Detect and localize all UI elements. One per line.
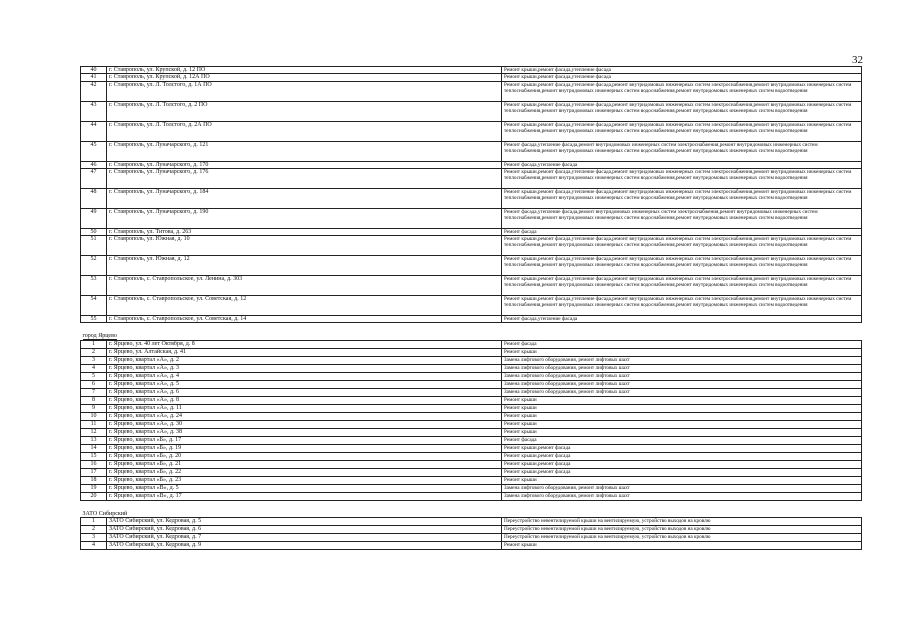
row-address: г. Ставрополь, ул. Крупской, д. 12А ПО xyxy=(107,74,502,81)
row-works: Ремонт крыши,ремонт фасада,утепление фасада,ремонт внутридомовых инженерных систем электроснабжения,ремонт внутридомовых инженерных систем теплоснабжения,ремонт внутридомовых инженерных систем водоснабжения,ремонт внутридомовых инженерных систем водоотведения xyxy=(502,81,862,101)
row-address: г. Ярцево, квартал «Б», д. 23 xyxy=(107,476,502,484)
table-row xyxy=(81,526,862,534)
row-address: г. Ярцево, квартал «В», д. 17 xyxy=(107,492,502,500)
row-address: г. Ярцево, ул. Алтайская, д. 41 xyxy=(107,348,502,356)
row-works: Ремонт крыши xyxy=(502,404,862,412)
row-address: ЗАТО Сибирский, ул. Кедровая, д. 9 xyxy=(107,542,502,550)
row-address: г. Ярцево, квартал «А», д. 30 xyxy=(107,420,502,428)
row-works: Переустройство невентилируемой крыши на вентилируемую, устройство выходов на кровлю xyxy=(502,518,862,526)
row-address: г. Ярцево, квартал «А», д. 6 xyxy=(107,388,502,396)
row-works: Ремонт фасада,утепление фасада,ремонт внутридомовых инженерных систем электроснабжения,ремонт внутридомовых инженерных систем теплоснабжения,ремонт внутридомовых инженерных систем водоснабжения,ремонт внутридомовых инженерных систем водоотведения xyxy=(502,208,862,228)
table-row xyxy=(81,81,862,101)
table-row xyxy=(81,121,862,141)
row-works: Ремонт фасада xyxy=(502,340,862,348)
row-number: 47 xyxy=(81,168,107,188)
row-address: г. Ярцево, квартал «Б», д. 21 xyxy=(107,460,502,468)
section-c-rows xyxy=(81,518,862,550)
row-works: Ремонт крыши xyxy=(502,542,862,550)
row-works: Ремонт крыши xyxy=(502,348,862,356)
row-works: Ремонт крыши,ремонт фасада,утепление фасада,ремонт внутридомовых инженерных систем электроснабжения,ремонт внутридомовых инженерных систем теплоснабжения,ремонт внутридомовых инженерных систем водоснабжения,ремонт внутридомовых инженерных систем водоотведения xyxy=(502,168,862,188)
row-address: г. Ставрополь, ул. Южная, д. 10 xyxy=(107,236,502,256)
row-address: г. Ставрополь, ул. Южная, д. 12 xyxy=(107,256,502,276)
row-works: Ремонт крыши xyxy=(502,476,862,484)
table-row xyxy=(81,256,862,276)
row-works: Переустройство невентилируемой крыши на вентилируемую, устройство выходов на кровлю xyxy=(502,534,862,542)
row-works: Ремонт крыши,ремонт фасада xyxy=(502,444,862,452)
table-row xyxy=(81,208,862,228)
table-row xyxy=(81,228,862,235)
row-number: 42 xyxy=(81,81,107,101)
table-row xyxy=(81,168,862,188)
row-works: Ремонт крыши,ремонт фасада,утепление фасада,ремонт внутридомовых инженерных систем электроснабжения,ремонт внутридомовых инженерных систем теплоснабжения,ремонт внутридомовых инженерных систем водоснабжения,ремонт внутридомовых инженерных систем водоотведения xyxy=(502,276,862,296)
row-number: 17 xyxy=(81,468,107,476)
table-row xyxy=(81,452,862,460)
table-row xyxy=(81,101,862,121)
row-works: Ремонт фасада,утепление фасада xyxy=(502,161,862,168)
table-row xyxy=(81,534,862,542)
row-address: г. Ставрополь, ул. Луначарского, д. 170 xyxy=(107,161,502,168)
row-number: 8 xyxy=(81,396,107,404)
row-works: Ремонт крыши,ремонт фасада xyxy=(502,468,862,476)
table-row xyxy=(81,276,862,296)
page-number: 32 xyxy=(852,54,863,66)
table-row xyxy=(81,380,862,388)
row-address: г. Ярцево, квартал «Б», д. 22 xyxy=(107,468,502,476)
row-number: 4 xyxy=(81,364,107,372)
row-address: г. Ставрополь, с. Ставропольское, ул. Советская, д. 12 xyxy=(107,296,502,316)
row-works: Ремонт крыши,ремонт фасада,утепление фасада xyxy=(502,74,862,81)
row-number: 2 xyxy=(81,526,107,534)
row-address: г. Ярцево, квартал «А», д. 8 xyxy=(107,396,502,404)
row-number: 52 xyxy=(81,256,107,276)
row-number: 40 xyxy=(81,67,107,74)
row-number: 13 xyxy=(81,436,107,444)
table-row xyxy=(81,141,862,161)
row-works: Замена лифтового оборудования, ремонт лифтовых шахт xyxy=(502,356,862,364)
row-number: 20 xyxy=(81,492,107,500)
row-number: 1 xyxy=(81,518,107,526)
row-address: г. Ярцево, ул. 40 лет Октября, д. 8 xyxy=(107,340,502,348)
row-number: 48 xyxy=(81,188,107,208)
row-number: 10 xyxy=(81,412,107,420)
table-row xyxy=(81,364,862,372)
row-works: Ремонт крыши,ремонт фасада,утепление фасада,ремонт внутридомовых инженерных систем электроснабжения,ремонт внутридомовых инженерных систем теплоснабжения,ремонт внутридомовых инженерных систем водоснабжения,ремонт внутридомовых инженерных систем водоотведения xyxy=(502,121,862,141)
row-number: 54 xyxy=(81,296,107,316)
row-address: г. Ярцево, квартал «А», д. 4 xyxy=(107,372,502,380)
row-address: г. Ярцево, квартал «А», д. 3 xyxy=(107,364,502,372)
row-works: Ремонт крыши,ремонт фасада,утепление фасада xyxy=(502,67,862,74)
row-number: 49 xyxy=(81,208,107,228)
table-row xyxy=(81,372,862,380)
row-works: Замена лифтового оборудования, ремонт лифтовых шахт xyxy=(502,492,862,500)
row-address: г. Ставрополь, ул. Л. Толстого, д. 1А ПО xyxy=(107,81,502,101)
section-c-header xyxy=(81,500,862,517)
row-number: 4 xyxy=(81,542,107,550)
row-address: г. Ярцево, квартал «А», д. 24 xyxy=(107,412,502,420)
row-number: 55 xyxy=(81,316,107,323)
row-number: 45 xyxy=(81,141,107,161)
row-works: Ремонт крыши,ремонт фасада,утепление фасада,ремонт внутридомовых инженерных систем электроснабжения,ремонт внутридомовых инженерных систем теплоснабжения,ремонт внутридомовых инженерных систем водоснабжения,ремонт внутридомовых инженерных систем водоотведения xyxy=(502,236,862,256)
table-row xyxy=(81,396,862,404)
table-row xyxy=(81,404,862,412)
row-address: г. Ярцево, квартал «А», д. 5 xyxy=(107,380,502,388)
section-title-yartsevo: город Ярцево xyxy=(82,333,117,340)
table-row xyxy=(81,420,862,428)
row-number: 5 xyxy=(81,372,107,380)
row-address: г. Ярцево, квартал «А», д. 11 xyxy=(107,404,502,412)
row-number: 19 xyxy=(81,484,107,492)
row-address: г. Ставрополь, с. Ставропольское, ул. Ленина, д. 303 xyxy=(107,276,502,296)
row-address: ЗАТО Сибирский, ул. Кедровая, д. 6 xyxy=(107,526,502,534)
row-works: Ремонт крыши xyxy=(502,420,862,428)
row-address: г. Ставрополь, ул. Луначарского, д. 184 xyxy=(107,188,502,208)
row-number: 50 xyxy=(81,228,107,235)
row-number: 3 xyxy=(81,534,107,542)
table-row xyxy=(81,436,862,444)
table-row xyxy=(81,161,862,168)
document-sheet xyxy=(80,66,861,550)
row-number: 1 xyxy=(81,340,107,348)
repair-list-table xyxy=(80,66,862,550)
row-works: Ремонт фасада xyxy=(502,228,862,235)
table-row xyxy=(81,460,862,468)
row-number: 6 xyxy=(81,380,107,388)
row-works: Замена лифтового оборудования, ремонт лифтовых шахт xyxy=(502,380,862,388)
row-works: Ремонт крыши,ремонт фасада,утепление фасада,ремонт внутридомовых инженерных систем электроснабжения,ремонт внутридомовых инженерных систем теплоснабжения,ремонт внутридомовых инженерных систем водоснабжения,ремонт внутридомовых инженерных систем водоотведения xyxy=(502,256,862,276)
table-row xyxy=(81,348,862,356)
row-address: ЗАТО Сибирский, ул. Кедровая, д. 5 xyxy=(107,518,502,526)
row-number: 51 xyxy=(81,236,107,256)
row-number: 46 xyxy=(81,161,107,168)
table-row xyxy=(81,316,862,323)
row-address: г. Ярцево, квартал «В», д. 5 xyxy=(107,484,502,492)
section-b-header xyxy=(81,323,862,340)
table-row xyxy=(81,412,862,420)
row-address: г. Ставрополь, ул. Луначарского, д. 121 xyxy=(107,141,502,161)
row-address: г. Ярцево, квартал «Б», д. 20 xyxy=(107,452,502,460)
table-row xyxy=(81,484,862,492)
row-number: 11 xyxy=(81,420,107,428)
row-works: Ремонт крыши xyxy=(502,412,862,420)
row-number: 15 xyxy=(81,452,107,460)
table-row xyxy=(81,542,862,550)
row-address: г. Ставрополь, ул. Л. Толстого, д. 2А ПО xyxy=(107,121,502,141)
row-number: 14 xyxy=(81,444,107,452)
row-works: Ремонт крыши xyxy=(502,428,862,436)
row-number: 43 xyxy=(81,101,107,121)
row-number: 12 xyxy=(81,428,107,436)
table-row xyxy=(81,468,862,476)
section-a-rows xyxy=(81,67,862,323)
row-address: г. Ярцево, квартал «А», д. 2 xyxy=(107,356,502,364)
table-row xyxy=(81,388,862,396)
table-row xyxy=(81,340,862,348)
table-row xyxy=(81,74,862,81)
table-row xyxy=(81,492,862,500)
row-works: Ремонт фасада,утепление фасада,ремонт внутридомовых инженерных систем электроснабжения,ремонт внутридомовых инженерных систем теплоснабжения,ремонт внутридомовых инженерных систем водоснабжения,ремонт внутридомовых инженерных систем водоотведения xyxy=(502,141,862,161)
row-number: 16 xyxy=(81,460,107,468)
row-works: Замена лифтового оборудования, ремонт лифтовых шахт xyxy=(502,364,862,372)
row-number: 9 xyxy=(81,404,107,412)
row-works: Ремонт крыши,ремонт фасада,утепление фасада,ремонт внутридомовых инженерных систем электроснабжения,ремонт внутридомовых инженерных систем теплоснабжения,ремонт внутридомовых инженерных систем водоснабжения,ремонт внутридомовых инженерных систем водоотведения xyxy=(502,296,862,316)
table-row xyxy=(81,188,862,208)
row-address: г. Ставрополь, ул. Л. Толстого, д. 2 ПО xyxy=(107,101,502,121)
table-row xyxy=(81,67,862,74)
section-b-rows xyxy=(81,340,862,500)
row-number: 44 xyxy=(81,121,107,141)
row-address: г. Ставрополь, ул. Крупской, д. 12 ПО xyxy=(107,67,502,74)
table-row xyxy=(81,444,862,452)
row-works: Ремонт крыши xyxy=(502,396,862,404)
section-title-zato: ЗАТО Сибирский xyxy=(82,510,128,517)
row-address: г. Ставрополь, ул. Луначарского, д. 190 xyxy=(107,208,502,228)
row-works: Ремонт фасада,утепление фасада xyxy=(502,316,862,323)
row-address: г. Ставрополь, с. Ставропольское, ул. Советская, д. 14 xyxy=(107,316,502,323)
row-address: г. Ставрополь, ул. Титова, д. 263 xyxy=(107,228,502,235)
table-row xyxy=(81,518,862,526)
table-row xyxy=(81,476,862,484)
row-works: Ремонт крыши,ремонт фасада xyxy=(502,452,862,460)
row-address: г. Ярцево, квартал «Б», д. 17 xyxy=(107,436,502,444)
table-row xyxy=(81,356,862,364)
row-number: 53 xyxy=(81,276,107,296)
row-works: Ремонт фасада xyxy=(502,436,862,444)
table-row xyxy=(81,428,862,436)
row-works: Замена лифтового оборудования, ремонт лифтовых шахт xyxy=(502,372,862,380)
table-row xyxy=(81,296,862,316)
row-works: Переустройство невентилируемой крыши на вентилируемую, устройство выходов на кровлю xyxy=(502,526,862,534)
row-number: 3 xyxy=(81,356,107,364)
row-works: Ремонт крыши,ремонт фасада,утепление фасада,ремонт внутридомовых инженерных систем электроснабжения,ремонт внутридомовых инженерных систем теплоснабжения,ремонт внутридомовых инженерных систем водоснабжения,ремонт внутридомовых инженерных систем водоотведения xyxy=(502,101,862,121)
row-address: г. Ярцево, квартал «Б», д. 19 xyxy=(107,444,502,452)
row-number: 2 xyxy=(81,348,107,356)
row-number: 7 xyxy=(81,388,107,396)
row-address: г. Ярцево, квартал «А», д. 38 xyxy=(107,428,502,436)
row-address: ЗАТО Сибирский, ул. Кедровая, д. 7 xyxy=(107,534,502,542)
row-number: 41 xyxy=(81,74,107,81)
row-works: Ремонт крыши,ремонт фасада,утепление фасада,ремонт внутридомовых инженерных систем электроснабжения,ремонт внутридомовых инженерных систем теплоснабжения,ремонт внутридомовых инженерных систем водоснабжения,ремонт внутридомовых инженерных систем водоотведения xyxy=(502,188,862,208)
row-works: Замена лифтового оборудования, ремонт лифтовых шахт xyxy=(502,388,862,396)
row-number: 18 xyxy=(81,476,107,484)
row-works: Замена лифтового оборудования, ремонт лифтовых шахт xyxy=(502,484,862,492)
row-works: Ремонт крыши,ремонт фасада xyxy=(502,460,862,468)
table-row xyxy=(81,236,862,256)
row-address: г. Ставрополь, ул. Луначарского, д. 176 xyxy=(107,168,502,188)
